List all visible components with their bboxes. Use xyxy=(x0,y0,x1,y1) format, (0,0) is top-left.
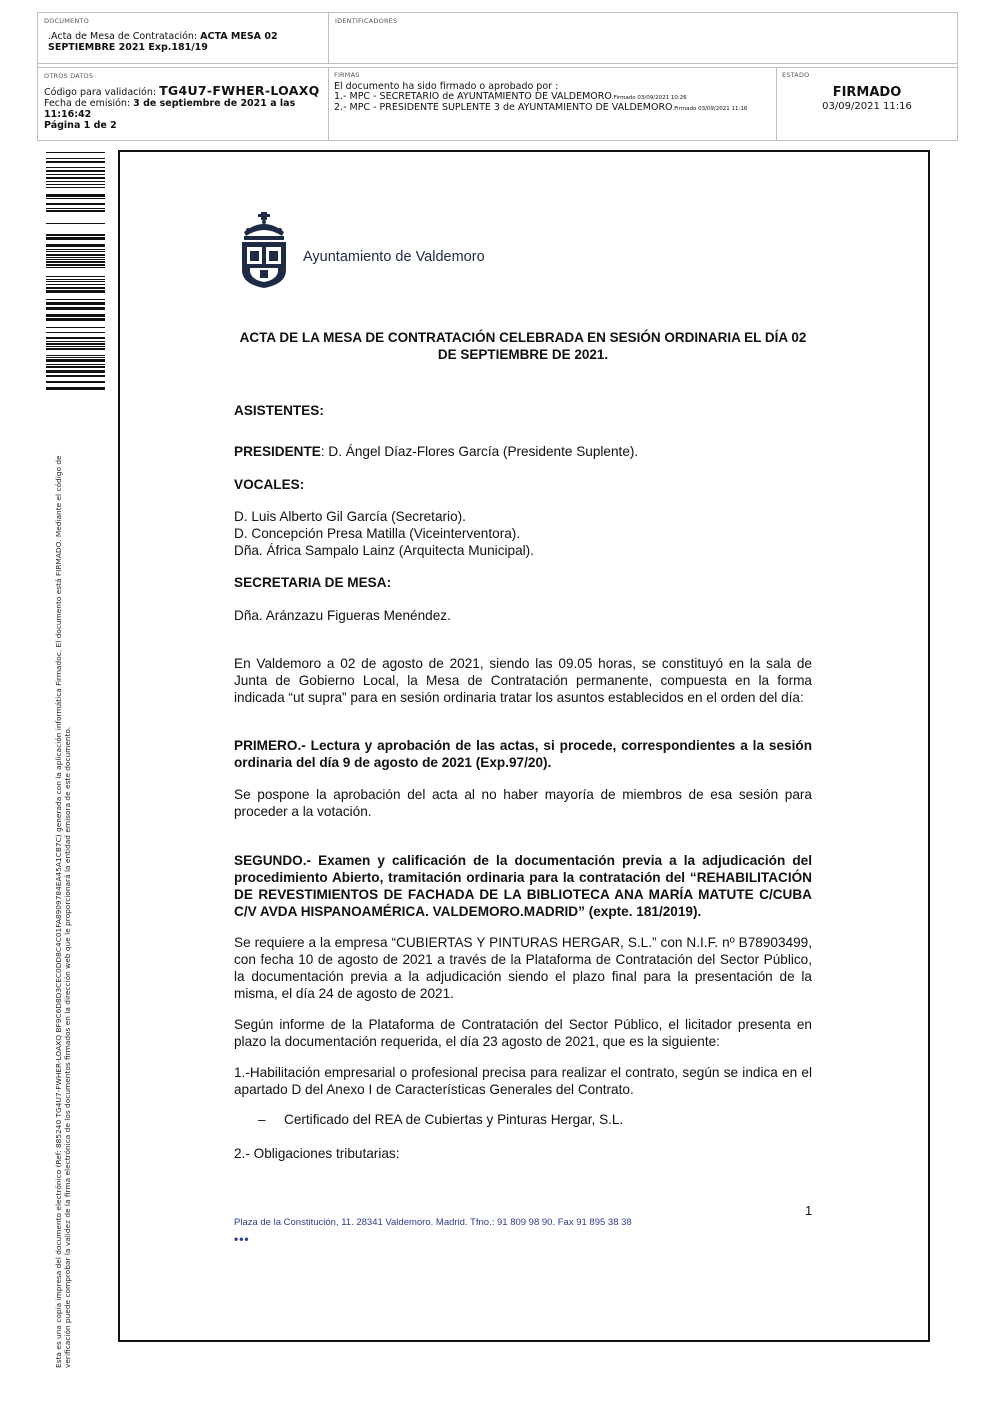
title-line1: ACTA DE LA MESA DE CONTRATACIÓN CELEBRADA EN SESIÓN ORDINARIA EL DÍA 02 xyxy=(239,330,807,345)
barcode-bar xyxy=(46,366,105,368)
barcode-bar xyxy=(46,184,105,185)
firma-1-text: 1.- MPC - SECRETARIO de AYUNTAMIENTO DE VALDEMORO xyxy=(334,91,612,102)
barcode-bar xyxy=(46,387,105,390)
barcode-bar xyxy=(46,348,105,350)
item-1: 1.-Habilitación empresarial o profesional precisa para realizar el contrato, según se indica en el apartado D del Anexo I de Características Generales del Contrato. xyxy=(234,1065,812,1097)
documento-bold: ACTA MESA 02 xyxy=(200,31,278,42)
presidente-label: PRESIDENTE xyxy=(234,444,321,459)
footer-address: Plaza de la Constitución, 11. 28341 Valdemoro. Madrid. Tfno.: 91 809 98 90. Fax 91 895 38 38 xyxy=(234,1217,632,1228)
fecha-value: 3 de septiembre de 2021 a las 11:16:42 xyxy=(44,98,296,120)
barcode-bar xyxy=(46,234,105,236)
primero-heading: PRIMERO.- Lectura y aprobación de las actas, si procede, correspondientes a la sesión ordinaria del día 9 de agosto de 2021 (Exp.97/20). xyxy=(234,738,812,770)
segundo-heading: SEGUNDO.- Examen y calificación de la documentación previa a la adjudicación del procedimiento Abierto, tramitación ordinaria para la contratación del “REHABILITACIÓN DE REVESTIMIENTOS DE FACHADA DE LA BIBLIOTECA ANA MARÍA MATUTE C/CUBA C/V AVDA HISPANOAMÉRICA. VALDEMORO.MADRID” (expte. 181/2019). xyxy=(234,853,812,919)
barcode-bar xyxy=(46,279,105,280)
barcode-bar xyxy=(46,161,105,163)
otros-datos-label: OTROS DATOS xyxy=(44,72,94,80)
barcode-bar xyxy=(46,210,105,212)
estado-date: 03/09/2021 11:16 xyxy=(822,101,912,112)
divider xyxy=(38,63,957,64)
barcode-bar xyxy=(46,194,105,197)
identificadores-cell xyxy=(329,13,957,63)
item-1-bullet: Certificado del REA de Cubiertas y Pinturas Hergar, S.L. xyxy=(284,1112,624,1127)
documento-label: DOCUMENTO xyxy=(44,17,89,25)
barcode-bar xyxy=(46,264,105,266)
barcode-bar xyxy=(46,290,105,293)
firmas-intro: El documento ha sido firmado o aprobado por : xyxy=(334,81,559,92)
pagina-info xyxy=(44,120,322,131)
barcode-bar xyxy=(46,152,105,153)
intro-paragraph: En Valdemoro a 02 de agosto de 2021, siendo las 09.05 horas, se constituyó en la sala de Junta de Gobierno Local, la Mesa de Contratación permanente, compuesta en la forma indicada “ut supra” para en sesión ordinaria tratar los asuntos establecidos en el orden del día: xyxy=(234,656,812,705)
bullet-dash: – xyxy=(258,1112,266,1127)
documento-name xyxy=(44,31,322,53)
firma-1-date: .Firmado 03/09/2021 10:26 xyxy=(611,95,687,101)
vocales-list xyxy=(234,508,812,559)
barcode-bar xyxy=(46,314,105,317)
side-text-line1: Esta es una copia impresa del documento electrónico (Ref: 885240 TG4U7-FWHER-LOAXQ BF9C6D8D3CEC0DD8C4C01FA8909784EA45A1CB7C) generada con la aplicación informática Firmadoc. El documento está FIRMADO. Mediante el código de xyxy=(54,455,63,1368)
firma-2-date: .Firmado 03/09/2021 11:16 xyxy=(672,106,748,112)
barcode-bar xyxy=(46,357,105,358)
barcode-bar xyxy=(46,341,105,342)
firmas-cell xyxy=(329,68,777,140)
presidente-text: : D. Ángel Díaz-Flores García (Presidente Suplente). xyxy=(320,444,639,459)
barcode-bar xyxy=(46,203,105,205)
barcode-bar xyxy=(46,346,105,347)
barcode-bar xyxy=(46,254,105,256)
barcode-bar xyxy=(46,198,105,199)
barcode-bar xyxy=(46,375,105,377)
barcode-bar xyxy=(46,167,105,168)
barcode-bar xyxy=(46,381,105,383)
barcode-bar xyxy=(46,251,105,252)
codigo-prefix: Código para validación: xyxy=(44,87,160,98)
barcode-bar xyxy=(46,177,105,179)
barcode-bar xyxy=(46,249,105,250)
barcode-bar xyxy=(46,281,105,282)
firma-2 xyxy=(334,103,771,114)
barcode-bar xyxy=(46,370,105,373)
documento-cell xyxy=(38,13,329,63)
presidente-line xyxy=(234,443,812,460)
barcode-bar xyxy=(46,187,105,188)
fecha-emision xyxy=(44,98,322,120)
coat-of-arms-logo xyxy=(236,210,292,290)
codigo-value: TG4U7-FWHER-LOAXQ xyxy=(159,83,320,98)
firmas-label: FIRMAS xyxy=(334,71,360,79)
identificadores-label: IDENTIFICADORES xyxy=(335,17,398,25)
barcode-bar xyxy=(46,287,105,289)
barcode-bar xyxy=(46,237,105,240)
codigo-validacion xyxy=(44,85,322,98)
barcode-bar xyxy=(46,257,105,258)
vocales-heading: VOCALES: xyxy=(234,477,305,492)
barcode-bar xyxy=(46,359,105,362)
document-title xyxy=(234,329,812,363)
item-2: 2.- Obligaciones tributarias: xyxy=(234,1146,400,1161)
barcode-bar xyxy=(46,284,105,285)
document-header-table xyxy=(37,12,958,141)
vocal-item: D. Luis Alberto Gil García (Secretario). xyxy=(234,509,466,524)
estado-label: ESTADO xyxy=(782,71,810,79)
barcode-bar xyxy=(46,337,105,339)
barcode-bar xyxy=(46,318,105,321)
estado-cell xyxy=(777,68,957,140)
pagina-value: Página 1 de 2 xyxy=(44,120,117,131)
documento-prefix: .Acta de Mesa de Contratación: xyxy=(48,31,201,42)
barcode-bar xyxy=(46,267,105,268)
vocal-item: D. Concepción Presa Matilla (Viceinterventora). xyxy=(234,526,521,541)
barcode-bar xyxy=(46,181,105,182)
title-line2: DE SEPTIEMBRE DE 2021. xyxy=(437,347,609,362)
documento-line2: SEPTIEMBRE 2021 Exp.181/19 xyxy=(48,42,208,53)
organization-name: Ayuntamiento de Valdemoro xyxy=(303,249,485,265)
barcode-bar xyxy=(46,276,105,277)
barcode-bar xyxy=(46,174,105,175)
barcode-bar xyxy=(46,158,105,159)
barcode-bar xyxy=(46,355,105,356)
barcode-bar xyxy=(46,299,105,300)
firma-2-text: 2.- MPC - PRESIDENTE SUPLENTE 3 de AYUNTAMIENTO DE VALDEMORO xyxy=(334,102,673,113)
barcode-bar xyxy=(46,343,105,345)
barcode-bar xyxy=(46,223,105,224)
fecha-prefix: Fecha de emisión: xyxy=(44,98,134,109)
primero-paragraph: Se pospone la aprobación del acta al no haber mayoría de miembros de esa sesión para proceder a la votación. xyxy=(234,787,812,819)
side-verification-text xyxy=(54,418,72,1368)
barcode-bar xyxy=(46,332,105,333)
secretaria-name: Dña. Aránzazu Figueras Menéndez. xyxy=(234,608,451,623)
barcode-bar xyxy=(46,302,105,305)
barcode-bar xyxy=(46,208,105,209)
side-text-line2: verificación puede comprobar la validez de la firma electrónica de los documentos firmados en la dirección web que le proporcionará la entidad emisora de este documento. xyxy=(63,726,72,1368)
estado-value: FIRMADO xyxy=(832,85,902,100)
segundo-paragraph-1: Se requiere a la empresa “CUBIERTAS Y PINTURAS HERGAR, S.L.” con N.I.F. nº B78903499, con fecha 10 de agosto de 2021 a través de la Plataforma de Contratación del Sector Público, la documentación previa a la adjudicación siendo el plazo final para la presentación de la misma, el día 24 de agosto de 2021. xyxy=(234,935,812,1001)
secretaria-heading: SECRETARIA DE MESA: xyxy=(234,575,392,590)
barcode-bar xyxy=(46,259,105,260)
barcode-bar xyxy=(46,327,105,328)
barcode-bar xyxy=(46,307,105,310)
barcode-bar xyxy=(46,170,105,172)
asistentes-heading: ASISTENTES: xyxy=(234,403,324,418)
footer-dots: ••• xyxy=(234,1232,250,1246)
page-number: 1 xyxy=(805,1203,813,1218)
barcode-bar xyxy=(46,261,105,263)
otros-datos-cell xyxy=(38,68,329,140)
barcode-bar xyxy=(46,364,105,365)
vocal-item: Dña. África Sampalo Lainz (Arquitecta Municipal). xyxy=(234,543,534,558)
barcode xyxy=(46,150,105,390)
segundo-paragraph-2: Según informe de la Plataforma de Contratación del Sector Público, el licitador presenta en plazo la documentación requerida, el día 23 agosto de 2021, que es la siguiente: xyxy=(234,1017,812,1049)
barcode-bar xyxy=(46,244,105,247)
